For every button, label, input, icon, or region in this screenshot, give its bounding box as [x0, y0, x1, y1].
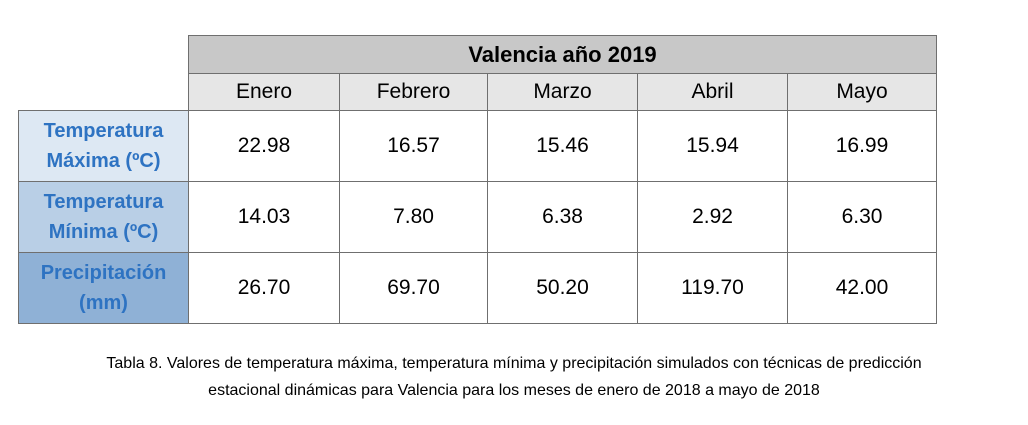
- row-header-line: Temperatura: [43, 120, 164, 142]
- row-header-line: Precipitación: [40, 262, 167, 284]
- table-title-row: [19, 36, 937, 74]
- table-row: [19, 182, 937, 253]
- table-row: [19, 253, 937, 324]
- table-title: Valencia año 2019: [189, 36, 937, 74]
- row-header-line: Mínima (ºC): [48, 221, 159, 243]
- caption-line: Tabla 8. Valores de temperatura máxima, temperatura mínima y precipitación simulados con técnicas de predicción: [106, 355, 922, 372]
- empty-corner-cell: [19, 36, 189, 74]
- table-caption: [18, 350, 1010, 404]
- table-cell: 6.30: [788, 182, 937, 253]
- table-cell: 6.38: [488, 182, 638, 253]
- caption-line: estacional dinámicas para Valencia para los meses de enero de 2018 a mayo de 2018: [208, 382, 820, 399]
- table-cell: 15.46: [488, 111, 638, 182]
- row-header-min-temp: [19, 182, 189, 253]
- table-cell: 50.20: [488, 253, 638, 324]
- table-cell: 14.03: [189, 182, 340, 253]
- row-header-max-temp: [19, 111, 189, 182]
- table-cell: 15.94: [638, 111, 788, 182]
- table-row: [19, 111, 937, 182]
- table-cell: 42.00: [788, 253, 937, 324]
- row-header-line: (mm): [79, 292, 128, 314]
- month-header: Abril: [638, 74, 788, 111]
- table-cell: 7.80: [340, 182, 488, 253]
- table-cell: 119.70: [638, 253, 788, 324]
- month-header: Enero: [189, 74, 340, 111]
- table-cell: 69.70: [340, 253, 488, 324]
- row-header-line: Máxima (ºC): [46, 150, 161, 172]
- climate-table: [18, 35, 937, 324]
- table-cell: 22.98: [189, 111, 340, 182]
- month-header: Febrero: [340, 74, 488, 111]
- table-cell: 2.92: [638, 182, 788, 253]
- table-cell: 16.99: [788, 111, 937, 182]
- table-cell: 26.70: [189, 253, 340, 324]
- month-header: Marzo: [488, 74, 638, 111]
- month-header: Mayo: [788, 74, 937, 111]
- month-header-row: [19, 74, 937, 111]
- row-header-line: Temperatura: [43, 191, 164, 213]
- row-header-precipitation: [19, 253, 189, 324]
- empty-corner-cell: [19, 74, 189, 111]
- table-cell: 16.57: [340, 111, 488, 182]
